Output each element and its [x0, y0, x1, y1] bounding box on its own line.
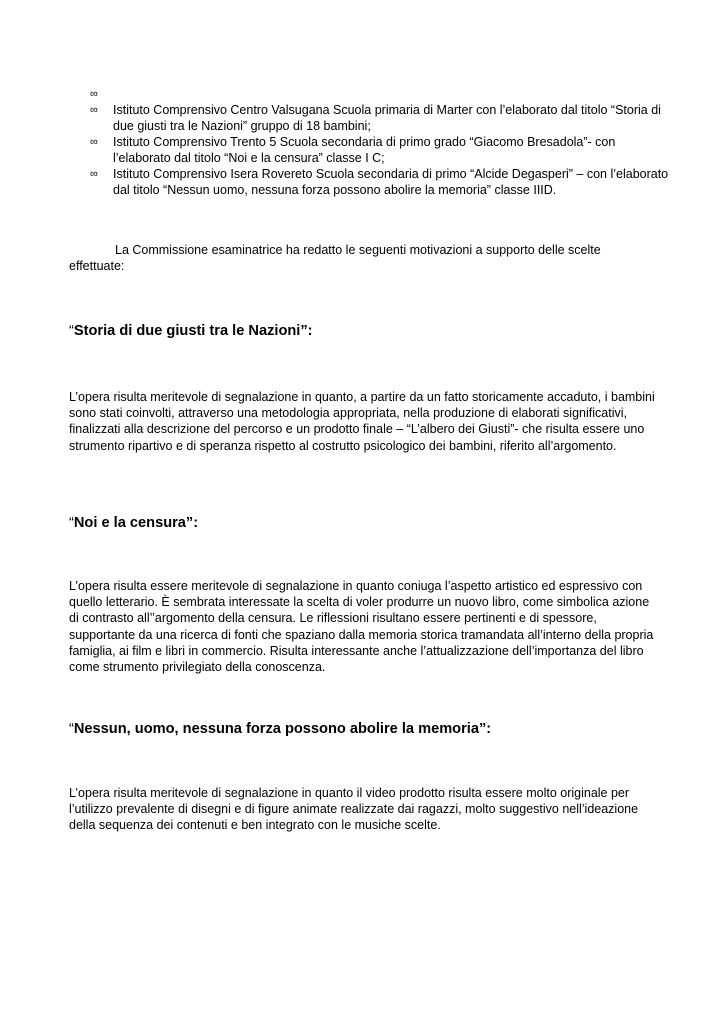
infinity-bullet-icon: ∞: [90, 168, 98, 180]
heading-open-quote: “: [69, 721, 74, 737]
heading-title: Noi e la censura”:: [73, 515, 199, 531]
section-heading: [69, 323, 313, 339]
list-item: [90, 102, 670, 134]
heading-title: Storia di due giusti tra le Nazioni”:: [73, 323, 313, 339]
section-body: L’opera risulta meritevole di segnalazione in quanto, a partire da un fatto storicamente accaduto, i bambini sono stati coinvolti, attraverso una metodologia appropriata, nella produzione di elaborati significativi, finalizzati alla descrizione del percorso e un prodotto finale – “L’albero dei Giusti”- che risulta essere uno strumento ripartivo e di speranza rispetto al costrutto psicologico dei bambini, riferito all’argomento.: [69, 390, 655, 453]
section-heading: [69, 721, 491, 737]
school-list: [90, 86, 670, 198]
section-body: L’opera risulta meritevole di segnalazione in quanto il video prodotto risulta essere molto originale per l’utilizzo prevalente di disegni e di figure animate realizzate dai ragazzi, molto suggestivo nell’ideazione della sequenza dei contenuti e ben integrato con le musiche scelte.: [69, 786, 639, 833]
list-item-text: Istituto Comprensivo Trento 5 Scuola secondaria di primo grado “Giacomo Bresadola”- con l’elaborato dal titolo “Noi e la censura” classe I C;: [113, 135, 616, 165]
list-item: [90, 86, 670, 102]
list-item: [90, 134, 670, 166]
infinity-bullet-icon: ∞: [90, 88, 98, 100]
heading-open-quote: “: [69, 323, 74, 339]
heading-title: Nessun, uomo, nessuna forza possono abolire la memoria”:: [73, 721, 492, 737]
list-item-text: Istituto Comprensivo Centro Valsugana Scuola primaria di Marter con l’elaborato dal titolo “Storia di due giusti tra le Nazioni” gruppo di 18 bambini;: [113, 103, 661, 133]
list-item-text: Istituto Comprensivo Isera Rovereto Scuola secondaria di primo “Alcide Degasperi” – con l’elaborato dal titolo “Nessun uomo, nessuna forza possono abolire la memoria” classe IIID.: [113, 167, 669, 197]
list-item: [90, 166, 670, 198]
intro-paragraph: La Commissione esaminatrice ha redatto le seguenti motivazioni a supporto delle scelte effettuate:: [69, 243, 601, 274]
section-heading: [69, 515, 198, 531]
infinity-bullet-icon: ∞: [90, 104, 98, 116]
section-body: L’opera risulta essere meritevole di segnalazione in quanto coniuga l’aspetto artistico ed espressivo con quello letterario. È sembrata interessate la scelta di voler produrre un nuovo libro, come simbolica azione di contrasto all’’argomento della censura. Le riflessioni risultano essere pertinenti e di spessore, supportante da una ricerca di fonti che spaziano dalla memoria storica tramandata all’interno della propria famiglia, ai film e libri in commercio. Risulta interessante anche l’attualizzazione dell’importanza del libro come strumento privilegiato della conoscenza.: [69, 579, 654, 675]
infinity-bullet-icon: ∞: [90, 136, 98, 148]
heading-open-quote: “: [69, 515, 74, 531]
